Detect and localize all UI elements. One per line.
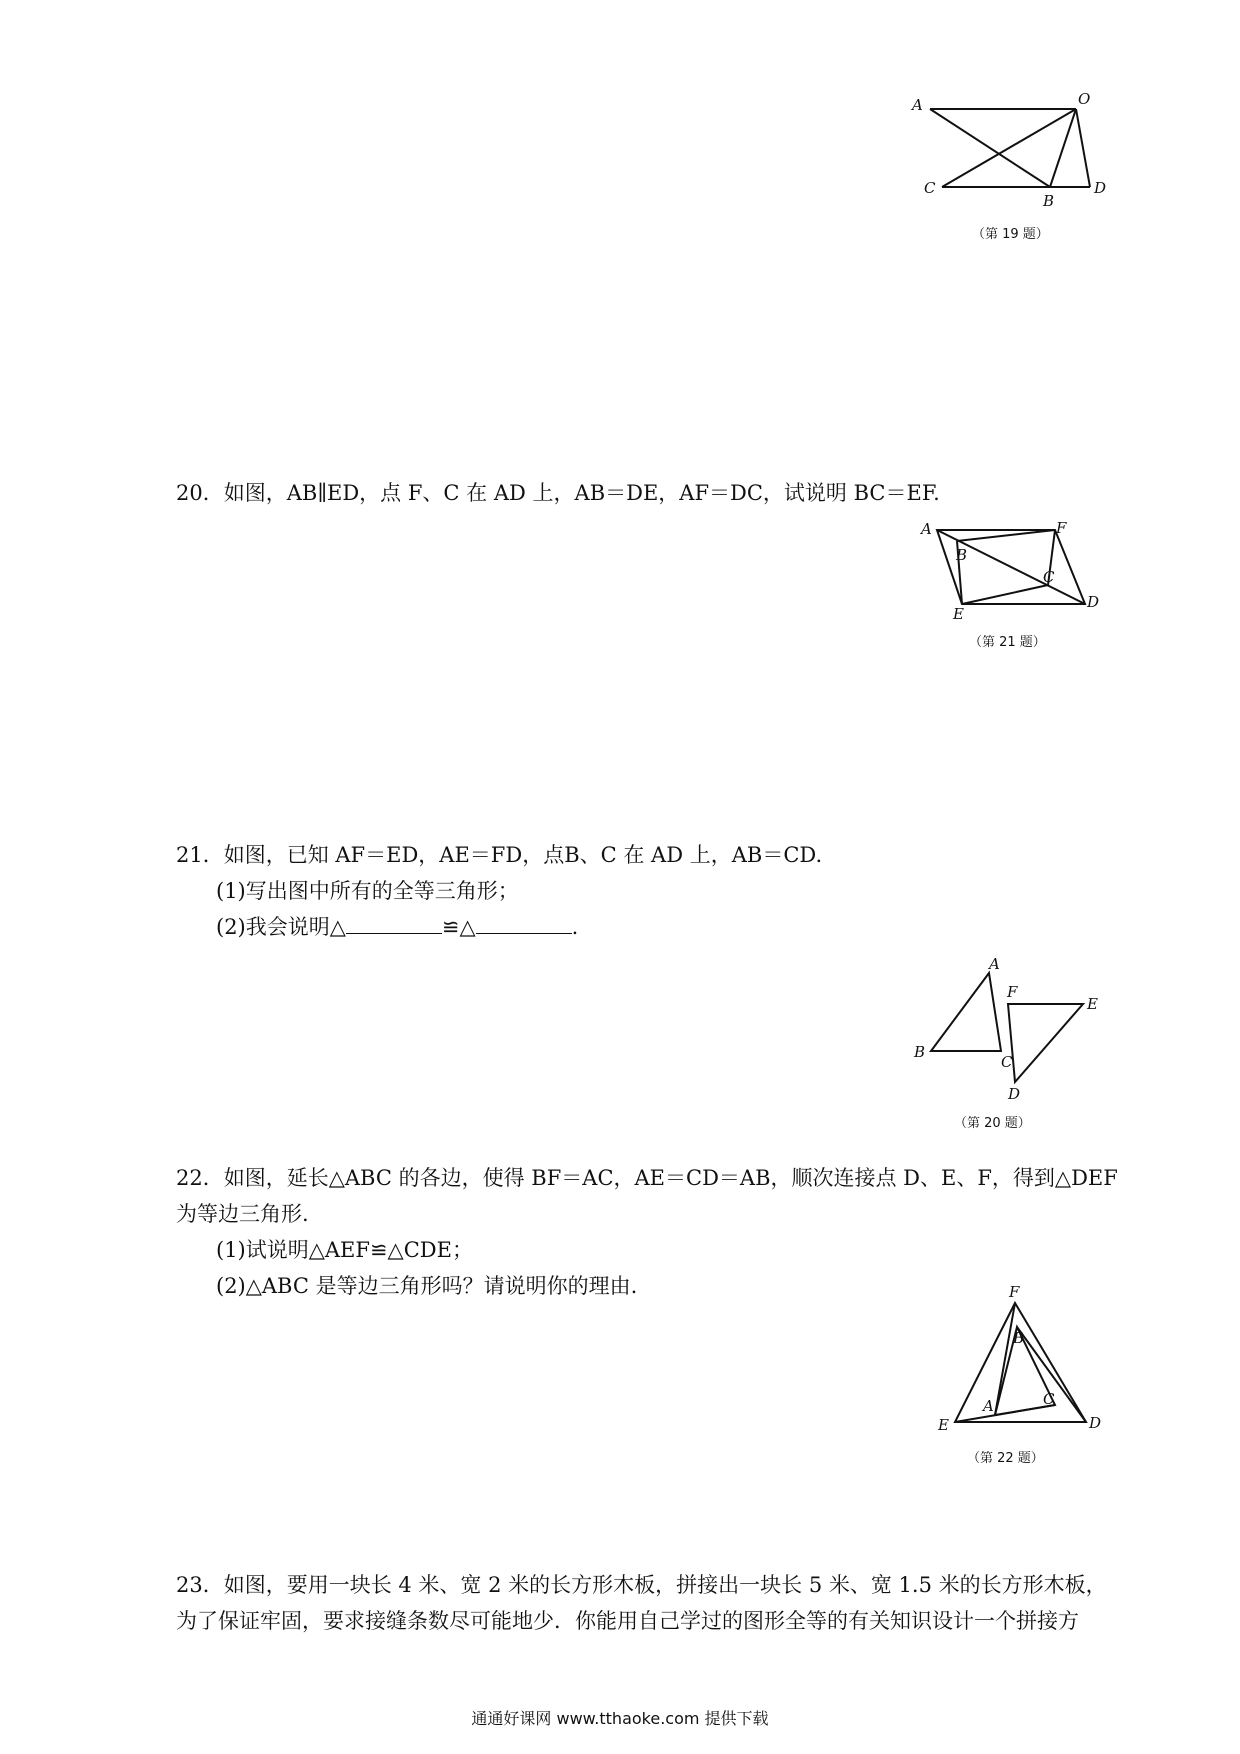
figure-20 [905, 955, 1125, 1145]
label-o: O [1078, 90, 1091, 108]
figure-21-diagram [915, 515, 1135, 655]
answer-blank-1[interactable] [346, 911, 442, 934]
label-c: C [1043, 568, 1055, 586]
label-a: A [921, 520, 932, 538]
label-a: A [989, 955, 1000, 973]
label-e: E [938, 1416, 949, 1434]
label-f: F [1009, 1283, 1020, 1301]
label-c: C [1001, 1053, 1013, 1071]
question-20-text: 20．如图，AB∥ED，点 F、C 在 AD 上，AB＝DE，AF＝DC，试说明 BC＝EF. [176, 481, 940, 505]
figure-22-caption: （第 22 题） [967, 1451, 1044, 1466]
question-23 [176, 1567, 1107, 1639]
question-20 [176, 475, 940, 511]
label-e: E [953, 605, 964, 623]
label-a: A [912, 96, 923, 114]
label-d: D [1089, 1414, 1102, 1432]
label-b: B [956, 546, 968, 564]
label-b: B [914, 1043, 926, 1061]
question-21 [176, 837, 822, 945]
question-21-part-1: (1)写出图中所有的全等三角形； [216, 879, 519, 903]
label-b: B [1013, 1329, 1025, 1347]
question-22-line-1: 22．如图，延长△ABC 的各边，使得 BF＝AC，AE＝CD＝AB，顺次连接点 D、E、F，得到△DEF [176, 1166, 1118, 1190]
question-22 [176, 1160, 1118, 1304]
triangle-fed [1008, 1004, 1083, 1082]
part-2-suffix: . [571, 915, 579, 939]
label-f: F [1007, 983, 1018, 1001]
label-c: C [1043, 1390, 1055, 1408]
figure-19-diagram [900, 90, 1140, 255]
question-22-part-1: (1)试说明△AEF≌△CDE； [216, 1238, 473, 1262]
figure-22-diagram [925, 1285, 1125, 1475]
label-f: F [1056, 519, 1067, 537]
question-21-part-2 [176, 909, 822, 945]
figure-22 [925, 1285, 1125, 1475]
label-e: E [1087, 995, 1098, 1013]
part-2-prefix: (2)我会说明△ [216, 915, 346, 939]
label-d: D [1094, 179, 1107, 197]
part-2-congruent-symbol: ≌△ [441, 915, 476, 939]
question-22-line-2: 为等边三角形. [176, 1202, 309, 1226]
figure-21-caption: （第 21 题） [969, 635, 1046, 650]
figure-19 [900, 90, 1140, 255]
triangle-def [955, 1303, 1086, 1422]
question-21-text: 21．如图，已知 AF＝ED，AE＝FD，点B、C 在 AD 上，AB＝CD. [176, 843, 823, 867]
page-footer [0, 1706, 1240, 1729]
answer-blank-2[interactable] [476, 911, 572, 934]
label-a: A [983, 1397, 994, 1415]
label-d: D [1087, 593, 1100, 611]
segment-ab [930, 109, 1050, 187]
question-22-part-2: (2)△ABC 是等边三角形吗？请说明你的理由. [216, 1274, 638, 1298]
label-c: C [924, 179, 936, 197]
footer-text: 通通好课网 www.tthaoke.com 提供下载 [471, 1709, 769, 1728]
figure-20-diagram [905, 955, 1125, 1145]
segment-oc [942, 109, 1076, 187]
question-23-line-1: 23．如图，要用一块长 4 米、宽 2 米的长方形木板，拼接出一块长 5 米、宽 1.5 米的长方形木板， [176, 1573, 1107, 1597]
segment-fa [995, 1303, 1015, 1415]
segment-od [1076, 109, 1090, 187]
segment-bf [957, 530, 1055, 541]
figure-21 [915, 515, 1135, 655]
segment-ec [962, 585, 1048, 604]
figure-19-caption: （第 19 题） [972, 227, 1049, 242]
figure-20-caption: （第 20 题） [954, 1116, 1031, 1131]
question-23-line-2: 为了保证牢固，要求接缝条数尽可能地少．你能用自己学过的图形全等的有关知识设计一个拼接方 [176, 1609, 1079, 1633]
label-d: D [1008, 1085, 1021, 1103]
segment-ob [1050, 109, 1076, 187]
triangle-abc [931, 973, 1001, 1051]
label-b: B [1043, 192, 1055, 210]
